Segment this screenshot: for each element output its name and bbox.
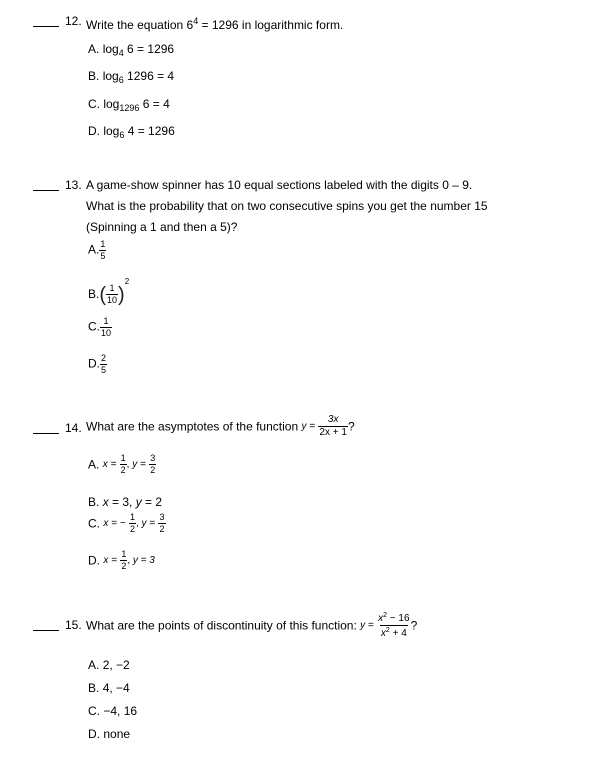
option-12-b[interactable]: B. $\log_6 1296 = 4$ [88, 69, 175, 85]
question-text-15: What are the points of discontinuity of this function: y = $\frac{x^2 - 16}{x^2 + 4}$ ? [86, 612, 418, 639]
question-number-14: 14. [65, 421, 82, 435]
option-15-a[interactable]: A. 2, −2 [88, 658, 130, 672]
fraction: $\frac{1}{5}$ [100, 239, 106, 261]
option-15-c[interactable]: C. −4, 16 [88, 704, 138, 718]
option-13-c[interactable]: C. $\frac{1}{10}$ [88, 316, 112, 338]
option-12-a[interactable]: A. $\log_4 6 = 1296$ [88, 42, 175, 58]
fraction: $\frac{3}{2}$ [159, 512, 165, 534]
option-13-d[interactable]: D. $\frac{2}{5}$ [88, 353, 107, 375]
option-14-b[interactable]: B. x = 3, y = 2 [88, 495, 163, 509]
fraction: $\frac{3}{2}$ [150, 453, 156, 475]
fraction: $\frac{2}{5}$ [101, 353, 107, 375]
answer-blank-12[interactable] [33, 26, 59, 27]
question-text-14: What are the asymptotes of the function y = $\frac{3x}{2x + 1}$ ? [86, 414, 355, 438]
function-fraction: $\frac{3x}{2x + 1}$ [319, 414, 347, 438]
fraction: $\frac{1}{2}$ [129, 512, 135, 534]
option-14-a[interactable]: A. x = $\frac{1}{2}$ , y = $\frac{3}{2}$ [88, 453, 156, 475]
fraction: $\frac{1}{10}$ [101, 316, 112, 338]
fraction: $\frac{1}{2}$ [120, 453, 126, 475]
option-13-b[interactable]: B.( $\frac{1}{10}$ )$^2$ [88, 277, 130, 306]
question-line-13-3: (Spinning a 1 and then a 5)? [86, 220, 238, 234]
right-paren: ) [118, 283, 125, 306]
option-14-d[interactable]: D. x = $\frac{1}{2}$ , y = 3 [88, 549, 155, 571]
answer-blank-13[interactable] [33, 190, 59, 191]
option-12-c[interactable]: C. $\log_{1296} 6 = 4$ [88, 97, 170, 113]
question-line-13-1: A game-show spinner has 10 equal sections labeled with the digits 0 – 9. [86, 178, 473, 192]
left-paren: ( [99, 283, 107, 306]
fraction: $\frac{1}{2}$ [121, 549, 127, 571]
question-number-15: 15. [65, 618, 82, 632]
fraction: $\frac{1}{10}$ [107, 283, 118, 306]
option-12-d[interactable]: D. $\log_6 4 = 1296$ [88, 124, 175, 140]
question-number-12: 12. [65, 14, 82, 28]
answer-blank-15[interactable] [33, 630, 59, 631]
question-line-13-2: What is the probability that on two consecutive spins you get the number 15 [86, 199, 488, 213]
function-fraction: $\frac{x^2 - 16}{x^2 + 4}$ [378, 612, 410, 639]
option-15-d[interactable]: D. none [88, 727, 131, 741]
option-14-c[interactable]: C. x = − $\frac{1}{2}$ , y = $\frac{3}{2}$ [88, 512, 165, 534]
answer-blank-14[interactable] [33, 433, 59, 434]
question-text-12: Write the equation $6^4 = 1296$ in logarithmic form. [86, 16, 344, 32]
question-number-13: 13. [65, 178, 82, 192]
option-13-a[interactable]: A. $\frac{1}{5}$ [88, 239, 106, 261]
option-15-b[interactable]: B. 4, −4 [88, 681, 130, 695]
